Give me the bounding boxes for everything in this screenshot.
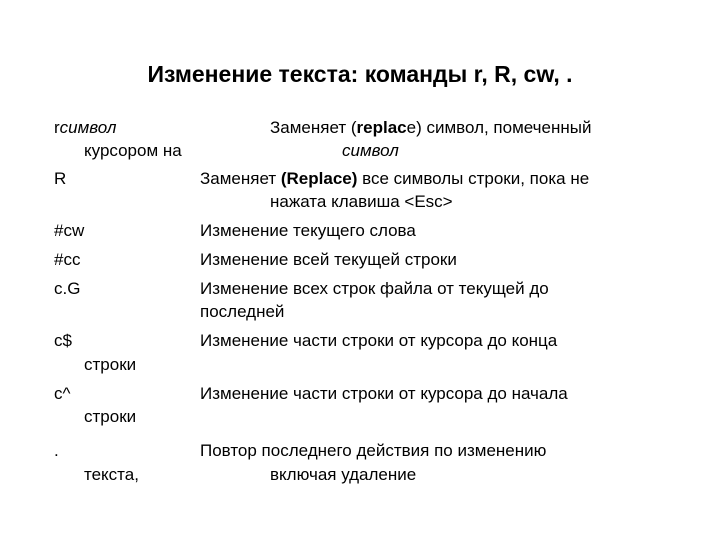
slide-title: Изменение текста: команды r, R, cw, . (147, 61, 573, 87)
command-c-dollar-continuation: строки (84, 355, 137, 374)
command-R-description (200, 168, 589, 190)
command-dot-continuation-left: текста, (84, 465, 139, 484)
command-cw-description: Изменение текущего слова (200, 221, 416, 240)
command-R-continuation: нажата клавиша <Esc> (270, 192, 453, 211)
command-c-caret-description: Изменение части строки от курсора до начала (200, 384, 568, 403)
command-r (54, 117, 116, 139)
command-c-dollar-description: Изменение части строки от курсора до конца (200, 331, 558, 350)
command-cc-description: Изменение всей текущей строки (200, 250, 457, 269)
command-c-caret: c^ (54, 384, 71, 403)
command-cG-description: Изменение всех строк файла от текущей до (200, 279, 549, 298)
command-r-desc-start: Заменяет ( (270, 118, 357, 137)
command-R-desc-end: все символы строки, пока не (357, 169, 590, 188)
command-r-desc-bold: replac (356, 118, 407, 137)
command-dot: . (54, 441, 59, 460)
command-dot-description: Повтор последнего действия по изменению (200, 441, 547, 460)
command-R-desc-start: Заменяет (200, 169, 281, 188)
command-R-desc-bold: (Replace) (280, 169, 358, 188)
command-cG-continuation: последней (200, 302, 285, 321)
command-r-desc-end: e) символ, помеченный (406, 118, 592, 137)
command-cG: c.G (54, 279, 81, 298)
command-dot-continuation-right: включая удаление (270, 465, 417, 484)
command-cc: #cc (54, 250, 81, 269)
command-c-caret-continuation: строки (84, 407, 137, 426)
command-cw: #cw (54, 221, 85, 240)
command-c-dollar: c$ (54, 331, 72, 350)
command-R: R (54, 169, 67, 188)
command-r-description (270, 117, 591, 139)
command-r-continuation-right: символ (342, 141, 399, 160)
command-r-key: r (54, 118, 60, 137)
command-r-arg: символ (59, 118, 117, 137)
command-r-continuation-left: курсором на (84, 141, 182, 160)
